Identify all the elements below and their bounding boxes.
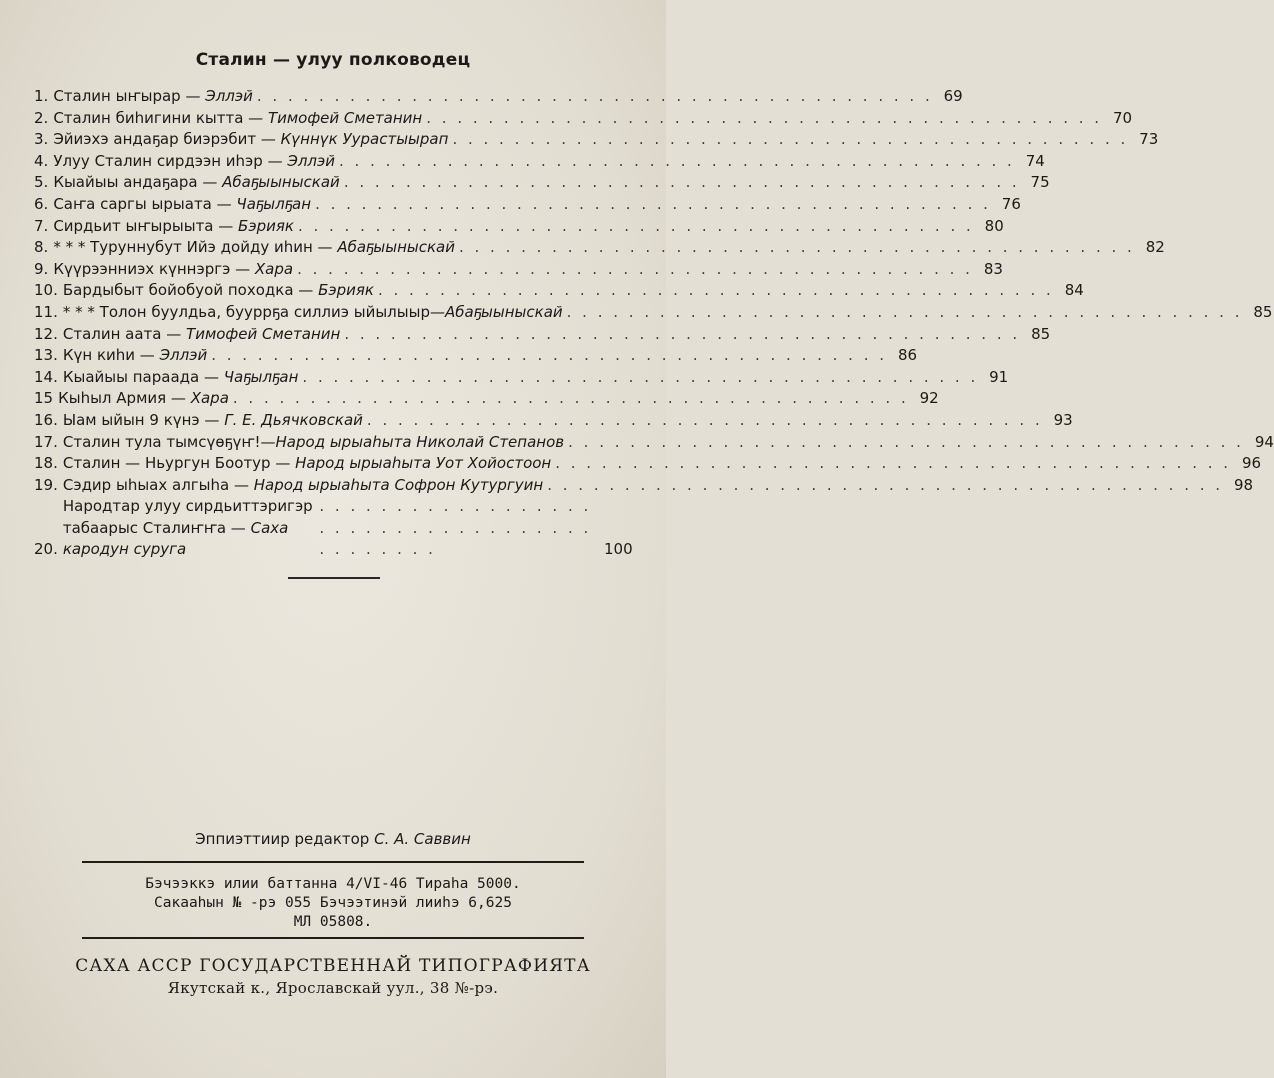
toc-entry-author: Эллэй <box>159 346 208 365</box>
toc-entry-title <box>53 151 335 173</box>
toc-entry-number: 12. <box>34 324 58 343</box>
toc-entry-leader-dots: . . . . . . . . . . . . . . . . . . . . . . . . . . . . . . . . . . . . . . . . . . . . <box>366 410 1043 429</box>
toc-entry-number: 19. <box>34 475 58 494</box>
imprint-line-2: Сакааһын № -рэ 055 Бэчээтинэй лииһэ 6,625 <box>154 895 512 911</box>
toc-entry <box>34 280 1084 302</box>
toc-entry-page-number: 84 <box>1064 281 1084 300</box>
toc-entry-number: 10. <box>34 281 58 300</box>
toc-entry-leader-dots: . . . . . . . . . . . . . . . . . . . . . . . . . . . . . . . . . . . . . . . . . . . . <box>344 324 1021 343</box>
toc-entry-number: 20. <box>34 540 58 559</box>
editor-credit <box>0 830 666 848</box>
toc-entry-author: Тимофей Сметанин <box>267 108 423 127</box>
toc-entry <box>34 108 1133 130</box>
toc-entry-author: Бэрияк <box>238 216 294 235</box>
toc-entry-author: Народ ырыаһыта Софрон Кутургуин <box>253 475 544 494</box>
toc-entry-number: 11. <box>34 302 58 321</box>
editor-name: С. А. Саввин <box>374 830 471 848</box>
toc-entry <box>34 475 1254 497</box>
toc-entry-leader-dots: . . . . . . . . . . . . . . . . . . . . . . . . . . . . . . . . . . . . . . . . . . . . <box>452 130 1129 149</box>
toc-entry-title-text: Сталин тула тымсүөҕүҥ!— <box>62 432 276 451</box>
toc-entry-page-number: 93 <box>1053 410 1073 429</box>
toc-entry-title-text: Сталин — Ньургун Боотур — <box>62 454 296 473</box>
toc-entry-author: Хара <box>190 389 229 408</box>
toc-entry-title-text: * * * Толон буулдьа, бууррҕа силлиэ ыйылыыр— <box>62 302 445 321</box>
toc-entry-author: Г. Е. Дьячковскай <box>224 410 363 429</box>
toc-entry-title-text: Сталин аата — <box>62 324 187 343</box>
toc-entry <box>34 237 1165 259</box>
toc-entry-page-number: 70 <box>1112 108 1133 127</box>
imprint-line-1: Бэчээккэ илии баттанна 4/VI-46 Тираһа 5000. <box>145 876 521 892</box>
printing-house-address: Якутскай к., Ярославскай уул., 38 №-рэ. <box>167 979 499 997</box>
toc-entry-page-number: 82 <box>1145 238 1165 257</box>
toc-entry-page-number: 100 <box>604 540 633 559</box>
toc-entry-title-text: Сталин ыҥырар — <box>53 87 206 105</box>
toc-entry <box>34 496 633 561</box>
toc-entry-title-text: Кыайыы андаҕара — <box>53 173 223 192</box>
toc-entry-author: Абаҕыыныскай <box>222 173 340 192</box>
toc-entry-author: Народ ырыаһыта Николай Степанов <box>275 432 565 451</box>
toc-entry <box>34 151 1045 173</box>
toc-entry-leader-dots: . . . . . . . . . . . . . . . . . . . . . . . . . . . . . . . . . . . . . . . . . . . . <box>297 216 974 235</box>
toc-entry-page-number: 91 <box>989 367 1009 386</box>
toc-entry-title <box>63 367 299 389</box>
toc-entry-number: 7. <box>34 216 49 235</box>
imprint-line-3: МЛ 05808. <box>293 914 373 930</box>
toc-entry-leader-dots: . . . . . . . . . . . . . . . . . . . . . . . . . . . . . . . . . . . . . . . . . . . . <box>547 475 1224 494</box>
toc-entry-number: 16. <box>34 410 58 429</box>
toc-entry-leader-dots: . . . . . . . . . . . . . . . . . . . . . . . . . . . . . . . . . . . . . . . . . . . . <box>256 87 933 105</box>
toc-entry <box>34 129 1159 151</box>
toc-entry-title <box>63 475 543 497</box>
toc-entry-page-number: 85 <box>1031 324 1051 343</box>
table-of-contents <box>34 86 1274 561</box>
toc-entry-author: Чаҕылҕан <box>223 367 299 386</box>
toc-entry-number: 17. <box>34 432 58 451</box>
toc-entry-author: Абаҕыыныскай <box>337 238 455 257</box>
section-divider <box>288 577 380 579</box>
imprint-block <box>0 875 666 932</box>
toc-entry-leader-dots: . . . . . . . . . . . . . . . . . . . . . . . . . . . . . . . . . . . . . . . . . . . . <box>426 108 1103 127</box>
section-title: Сталин — улуу полководец <box>195 50 471 70</box>
toc-entry-title <box>53 259 293 281</box>
toc-entry-leader-dots: . . . . . . . . . . . . . . . . . . . . . . . . . . . . . . . . . . . . . . . . . . . . <box>302 367 979 386</box>
toc-entry-title-text: Сталин биһигини кытта — <box>53 108 268 127</box>
toc-entry-title <box>63 432 564 454</box>
toc-entry-page-number: 94 <box>1254 432 1274 451</box>
toc-entry-title <box>63 302 563 324</box>
toc-entry-title <box>63 496 316 561</box>
toc-entry-author: Күннүк Уурастыырап <box>280 130 449 149</box>
toc-entry-page-number: 83 <box>983 259 1003 278</box>
toc-entry-number: 4. <box>34 151 49 170</box>
toc-entry-leader-dots: . . . . . . . . . . . . . . . . . . . . . . . . . . . . . . . . . . . . . . . . . . . . <box>211 346 888 365</box>
toc-entry-number: 2. <box>34 108 49 127</box>
toc-entry-page-number: 92 <box>919 389 939 408</box>
toc-entry-author: Абаҕыыныскай <box>444 302 563 321</box>
toc-entry-title <box>53 194 311 216</box>
toc-entry <box>34 216 1004 238</box>
toc-entry-title-text: Народтар улуу сирдьиттэригэр табаарыс Сталиҥҥа — <box>62 497 313 537</box>
toc-entry-number: 15 <box>34 389 54 408</box>
toc-entry-title-text: Кыһыл Армия — <box>58 389 191 408</box>
toc-entry <box>34 259 1003 281</box>
toc-entry <box>34 432 1274 454</box>
toc-entry <box>34 302 1273 324</box>
toc-entry <box>34 172 1050 194</box>
toc-entry-title <box>53 172 340 194</box>
toc-entry-number: 6. <box>34 194 49 213</box>
toc-entry-number: 9. <box>34 259 49 278</box>
toc-entry-author: Чаҕылҕан <box>236 194 312 213</box>
toc-entry <box>34 410 1073 432</box>
toc-entry-page-number: 96 <box>1241 454 1262 473</box>
toc-entry-author: Саха кародун суруга <box>62 518 289 559</box>
toc-entry-title <box>53 86 253 108</box>
toc-entry-author: Народ ырыаһыта Уот Хойостоон <box>295 454 552 473</box>
toc-entry-number: 8. <box>34 238 49 257</box>
toc-entry-leader-dots: . . . . . . . . . . . . . . . . . . . . . . . . . . . . . . . . . . . . . . . . . . . . <box>297 259 973 278</box>
toc-entry-leader-dots: . . . . . . . . . . . . . . . . . . . . . . . . . . . . . . . . . . . . . . . . . . . . <box>377 281 1054 300</box>
toc-entry-number: 13. <box>34 346 58 365</box>
toc-entry-leader-dots: . . . . . . . . . . . . . . . . . . . . . . . . . . . . . . . . . . . . . . . . . . . . <box>232 389 909 408</box>
editor-label: Эппиэттиир редактор <box>195 830 375 848</box>
toc-entry-leader-dots: . . . . . . . . . . . . . . . . . . . . . . . . . . . . . . . . . . . . . . . . . . . . <box>315 194 991 213</box>
toc-entry-author: Бэрияк <box>318 281 374 300</box>
toc-entry-author: Хара <box>254 259 294 278</box>
toc-entry-author: Тимофей Сметанин <box>186 324 341 343</box>
toc-entry-number: 5. <box>34 173 49 192</box>
toc-entry-title-text: Сэдир ыһыах алгыһа — <box>62 475 254 494</box>
printing-house <box>0 955 666 999</box>
toc-entry-leader-dots: . . . . . . . . . . . . . . . . . . . . . . . . . . . . . . . . . . . . . . . . . . . . <box>458 238 1135 257</box>
toc-entry-number: 14. <box>34 367 58 386</box>
toc-entry-title <box>63 410 363 432</box>
toc-entry-author: Эллэй <box>205 87 253 105</box>
toc-entry <box>34 86 963 108</box>
toc-entry-number: 1. <box>34 87 49 105</box>
toc-entry-page-number: 80 <box>984 216 1004 235</box>
toc-entry-title-text: Эйиэхэ андаҕар биэрэбит — <box>53 130 281 149</box>
toc-entry-number: 18. <box>34 454 58 473</box>
toc-entry-title-text: Саҥа саргы ырыата — <box>53 194 237 213</box>
toc-entry-title-text: Бардыбыт бойобуой походка — <box>62 281 319 300</box>
toc-entry-title-text: Сирдьит ыҥырыыта — <box>53 216 239 235</box>
toc-entry-number: 3. <box>34 130 49 149</box>
imprint-top-rule <box>82 861 584 863</box>
toc-entry-title <box>53 129 448 151</box>
toc-entry-title <box>63 324 340 346</box>
toc-entry-page-number: 75 <box>1030 173 1050 192</box>
toc-entry-page-number: 69 <box>943 87 963 105</box>
toc-entry-leader-dots: . . . . . . . . . . . . . . . . . . . . . . . . . . . . . . . . . . . . . . . . . . . . <box>566 302 1243 321</box>
toc-entry <box>34 367 1009 389</box>
printing-house-name: САХА АССР ГОСУДАРСТВЕННАЙ ТИПОГРАФИЯТА <box>75 956 591 976</box>
toc-entry-title <box>53 108 422 130</box>
toc-entry-leader-dots: . . . . . . . . . . . . . . . . . . . . . . . . . . . . . . . . . . . . . . . . . . . . <box>555 454 1232 473</box>
toc-entry-page-number: 76 <box>1001 194 1021 213</box>
toc-entry-title-text: Улуу Сталин сирдээн иһэр — <box>53 151 288 170</box>
toc-entry-title-text: Күүрээнниэх күннэргэ — <box>53 259 255 278</box>
toc-entry <box>34 324 1051 346</box>
toc-entry-leader-dots: . . . . . . . . . . . . . . . . . . . . . . . . . . . . . . . . . . . . . . . . . . . . <box>568 432 1244 451</box>
toc-entry-title <box>63 280 374 302</box>
toc-entry-title <box>53 216 294 238</box>
toc-entry-page-number: 98 <box>1233 475 1254 494</box>
toc-entry-title-text: Күн киһи — <box>62 346 160 365</box>
toc-entry-leader-dots: . . . . . . . . . . . . . . . . . . . . . . . . . . . . . . . . . . . . . . . . . . . . <box>339 151 1015 170</box>
toc-entry-page-number: 86 <box>897 346 918 365</box>
toc-entry-title <box>58 388 229 410</box>
toc-entry <box>34 194 1021 216</box>
toc-entry <box>34 453 1262 475</box>
toc-entry-page-number: 73 <box>1139 130 1159 149</box>
toc-entry-title <box>53 237 455 259</box>
toc-entry-title-text: * * * Туруннубут Ийэ дойду иһин — <box>53 238 338 257</box>
toc-entry-title <box>63 453 551 475</box>
toc-entry-page-number: 85 <box>1253 302 1273 321</box>
toc-entry-author: Эллэй <box>287 151 335 170</box>
imprint-bottom-rule <box>82 937 584 939</box>
toc-entry-title-text: Кыайыы параада — <box>62 367 224 386</box>
toc-entry-leader-dots: . . . . . . . . . . . . . . . . . . . . . . . . . . . . . . . . . . . . . . . . . . . . <box>319 497 592 559</box>
toc-entry-title-text: Ыам ыйын 9 күнэ — <box>62 410 225 429</box>
toc-entry-title <box>63 345 207 367</box>
toc-entry-leader-dots: . . . . . . . . . . . . . . . . . . . . . . . . . . . . . . . . . . . . . . . . . . . . <box>343 173 1020 192</box>
toc-entry <box>34 345 918 367</box>
toc-entry <box>34 388 939 410</box>
toc-entry-page-number: 74 <box>1025 151 1045 170</box>
